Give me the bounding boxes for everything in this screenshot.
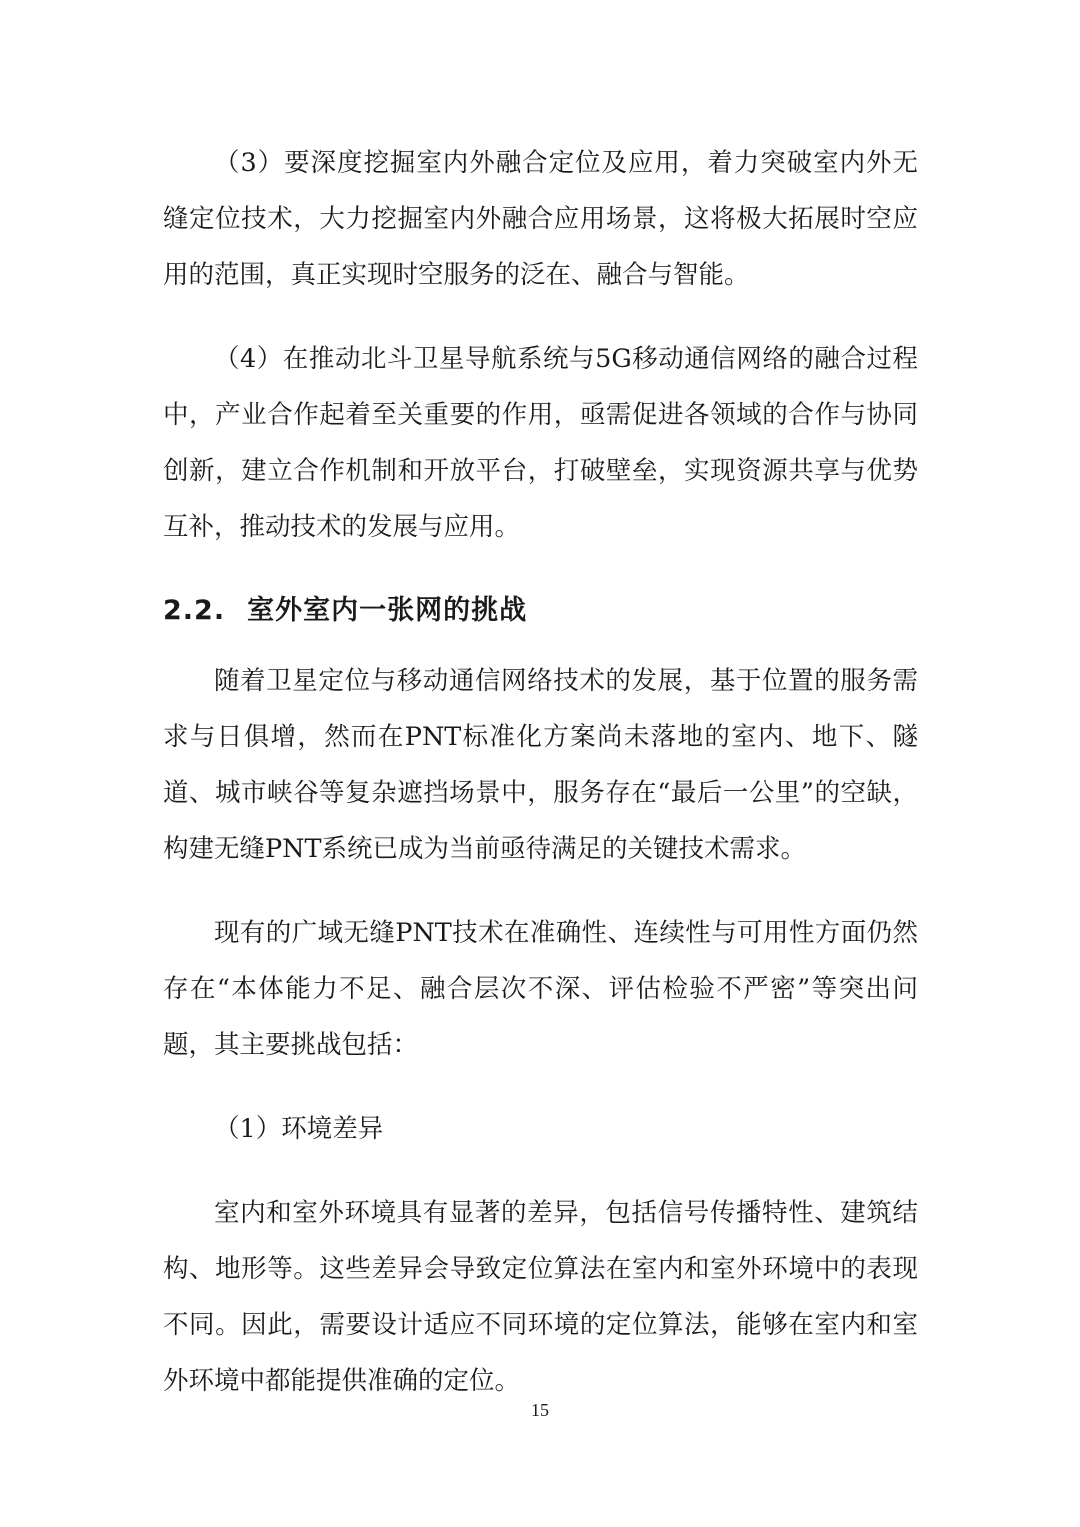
section-number: 2.2.	[163, 595, 226, 626]
section-heading	[163, 579, 918, 643]
paragraph-background: 随着卫星定位与移动通信网络技术的发展，基于位置的服务需求与日俱增，然而在PNT标准化方案尚未落地的室内、地下、隧道、城市峡谷等复杂遮挡场景中，服务存在“最后一公里”的空缺，构建无缝PNT系统已成为当前亟待满足的关键技术需求。	[163, 666, 918, 864]
paragraph-item-3: （3）要深度挖掘室内外融合定位及应用，着力突破室内外无缝定位技术，大力挖掘室内外融合应用场景，这将极大拓展时空应用的范围，真正实现时空服务的泛在、融合与智能。	[163, 148, 918, 290]
paragraph-challenges-intro: 现有的广域无缝PNT技术在准确性、连续性与可用性方面仍然存在“本体能力不足、融合层次不深、评估检验不严密”等突出问题，其主要挑战包括：	[163, 918, 918, 1060]
paragraph-environment-difference: 室内和室外环境具有显著的差异，包括信号传播特性、建筑结构、地形等。这些差异会导致定位算法在室内和室外环境中的表现不同。因此，需要设计适应不同环境的定位算法，能够在室内和室外环境中都能提供准确的定位。	[163, 1198, 918, 1396]
section-title: 室外室内一张网的挑战	[247, 595, 528, 626]
paragraph-item-4: （4）在推动北斗卫星导航系统与5G移动通信网络的融合过程中，产业合作起着至关重要的作用，亟需促进各领域的合作与协同创新，建立合作机制和开放平台，打破壁垒，实现资源共享与优势互补，推动技术的发展与应用。	[163, 344, 918, 542]
subheading-environment-difference: （1）环境差异	[214, 1114, 384, 1144]
page-number: 15	[531, 1400, 549, 1420]
page-content	[163, 135, 918, 1409]
